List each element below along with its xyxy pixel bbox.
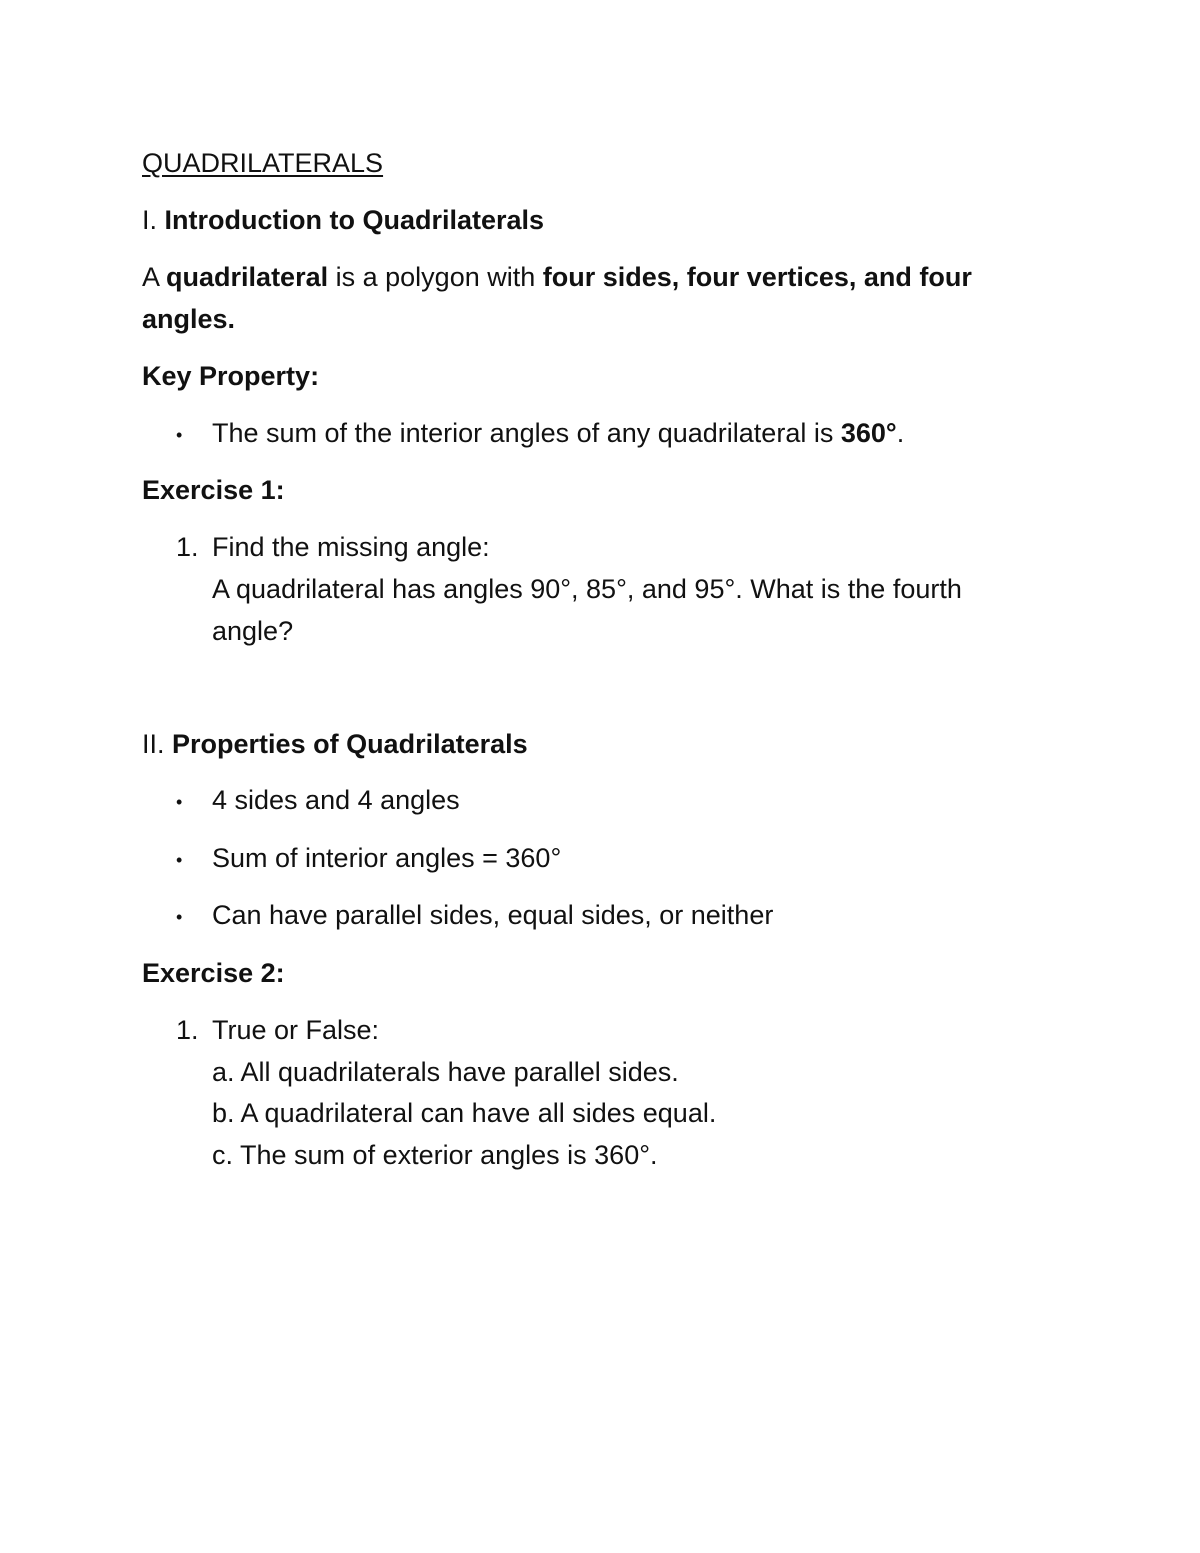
key-property-item: The sum of the interior angles of any quadrilateral is 360°. — [212, 418, 905, 448]
section-1-heading: I. Introduction to Quadrilaterals — [142, 205, 545, 235]
document-title: QUADRILATERALS — [142, 148, 384, 178]
bullet-icon: • — [176, 792, 183, 812]
bullet-icon: • — [176, 850, 183, 870]
exercise-1-line-2: A quadrilateral has angles 90°, 85°, and 95°. What is the fourth — [212, 574, 962, 604]
exercise-2-item-c: c. The sum of exterior angles is 360°. — [212, 1140, 658, 1170]
exercise-1-label: Exercise 1: — [142, 475, 285, 505]
section-2-heading: II. Properties of Quadrilaterals — [142, 729, 528, 759]
exercise-1-line-3: angle? — [212, 616, 294, 646]
bullet-icon: • — [176, 425, 183, 445]
exercise-2-question: True or False: — [212, 1015, 380, 1045]
exercise-1-number: 1. — [176, 532, 199, 562]
exercise-2-number: 1. — [176, 1015, 199, 1045]
intro-paragraph-line-2: angles. — [142, 304, 236, 334]
property-item: 4 sides and 4 angles — [212, 785, 460, 815]
exercise-2-item-b: b. A quadrilateral can have all sides equal. — [212, 1098, 717, 1128]
exercise-1-question: Find the missing angle: — [212, 532, 490, 562]
exercise-2-item-a: a. All quadrilaterals have parallel sides. — [212, 1057, 679, 1087]
property-item: Can have parallel sides, equal sides, or neither — [212, 900, 774, 930]
intro-paragraph-line-1: A quadrilateral is a polygon with four sides, four vertices, and four — [142, 262, 972, 292]
key-property-label: Key Property: — [142, 361, 320, 391]
exercise-2-label: Exercise 2: — [142, 958, 285, 988]
bullet-icon: • — [176, 907, 183, 927]
property-item: Sum of interior angles = 360° — [212, 843, 562, 873]
